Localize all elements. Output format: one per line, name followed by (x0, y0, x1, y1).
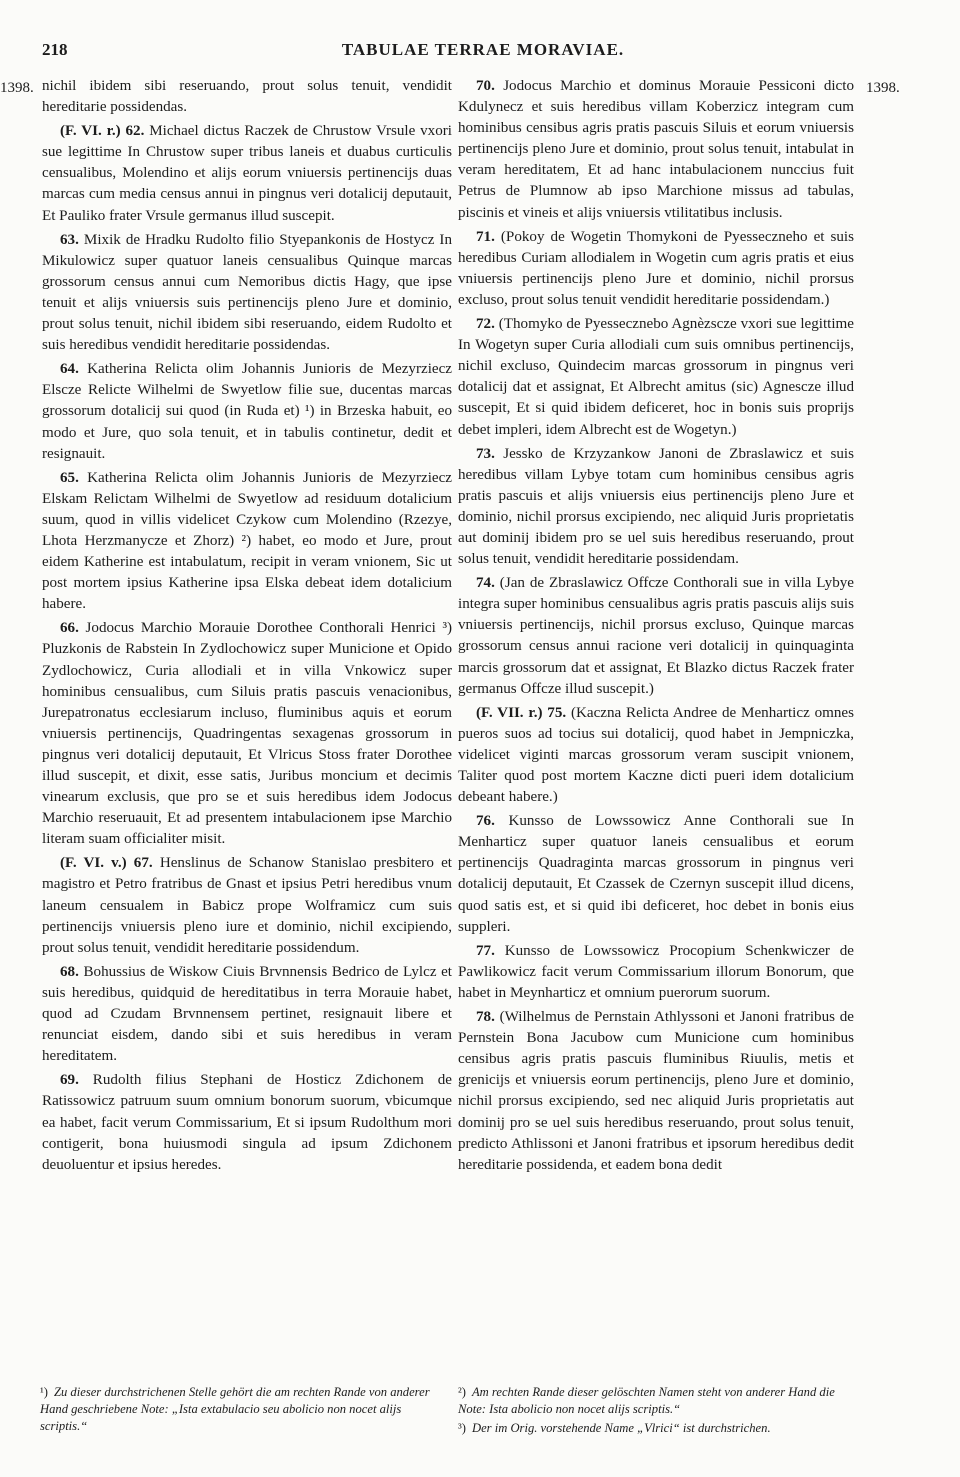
entry-paragraph (42, 468, 452, 616)
footnote-mark: ³) (458, 1421, 466, 1435)
entry-text: Henslinus de Schanow Stanislao presbitero et magistro et Petro fratribus de Gnast et ipsius Petri heredibus vnum laneum censualem in Babicz prope Wolframicz cum suis pertinencijs vniuersis pleno iure et dominio, nichil excipiendo, prout solus tenuit, vendidit hereditarie possidendum. (42, 855, 452, 956)
entry-paragraph (42, 359, 452, 464)
entry-number: 70. (476, 78, 495, 94)
footnote-text: Am rechten Rande dieser gelöschten Namen steht von anderer Hand die Note: Ista abolicio non nocet alijs scriptis.“ (458, 1385, 835, 1416)
entry-paragraph (42, 1070, 452, 1175)
entry-number: (F. VI. r.) 62. (60, 123, 145, 140)
left-column (42, 76, 452, 1179)
entry-number: 71. (476, 228, 495, 245)
entry-text: Mixik de Hradku Rudolto filio Styepankonis de Hostycz In Mikulowicz super quatuor laneis censualibus Quinque marcas grossorum census annui cum Nemoribus dictis Hagy, que ipse tenuit et alijs vniuersis suis pertinencijs pleno Jure et dominio, prout solus tenuit, nichil ibidem sibi reseruando, eidem Rudolto et suis heredibus vendidit hereditarie possidendas. (42, 231, 453, 354)
entry-number: 65. (60, 469, 79, 486)
entry-text: Jodocus Marchio Morauie Dorothee Conthorali Henrici ³) Pluzkonis de Rabstein In Zydlochowicz super Municione et Opido Zydlochowicz, Curia allodiali et in villa Vnkowicz super hominibus censualibus, cum Siluis pratis pascuis venacionibus, Jurepatronatus ecclesiarum incluso, fluminibus aquis et eorum vniuersis pertinencijs, Quadringentas sexagenas grossorum in pingnus veri dotalicij deputauit, Et Vlricus Stoss frater Dorothee illud suscepit, et dixit, esse satis, Juribus moncium et decimis vinearum exclusis, que pro se et suis heredibus idem Jodocus Marchio reseruauit, Et ad presentem intabulacionem ipse Marchio literam suam officialiter misit. (42, 620, 452, 848)
entry-number: 74. (476, 575, 495, 592)
entry-text: Bohussius de Wiskow Ciuis Brvnnensis Bedrico de Lylcz et suis heredibus, quidquid de hereditatibus in terra Morauie habet, quod ad Czudam Brvnnensem pertinet, resignauit libere et renunciat eisdem, dando sibi et suis heredibus in veram hereditatem. (42, 963, 452, 1065)
entry-text: nichil ibidem sibi reseruando, prout solus tenuit, vendidit hereditarie possidendas. (42, 78, 452, 116)
page-number: 218 (42, 40, 68, 59)
entry-text: (Kaczna Relicta Andree de Menharticz omnes pueros suos ad tocius sui dotalicij, quod habet in Jempniczka, videlicet viginti marcas grossorum veram suscipit vnionem, Taliter quod post mortem Kaczne dicti pueri idem dotalicium debeant habere.) (458, 704, 854, 806)
entry-number: 63. (60, 231, 79, 248)
margin-year-right: 1398. (866, 80, 900, 96)
entry-number: 73. (476, 445, 495, 462)
footnote (458, 1420, 860, 1437)
footnote-text: Zu dieser durchstrichenen Stelle gehört die am rechten Rande von anderer Hand geschriebene Note: „Ista extabulacio seu abolicio non nocet alijs scriptis.“ (40, 1385, 430, 1433)
entry-paragraph (42, 618, 452, 850)
footnote-mark: ¹) (40, 1385, 48, 1399)
entry-paragraph (458, 811, 854, 938)
footnote (458, 1384, 860, 1418)
entry-number: 64. (60, 361, 79, 378)
entry-paragraph (458, 227, 854, 311)
running-title: TABULAE TERRAE MORAVIAE. (341, 40, 625, 59)
right-column (458, 76, 854, 1179)
entry-text: Jessko de Krzyzankow Janoni de Zbraslawicz et suis heredibus villam Lybye totam cum hominibus censibus agris pratis pascuis et alijs vniuersis eius pertinencijs pleno Jure et dominio, nichil prorsus excipiendo, nec aliquid Juris proprietatis aut dominij ibidem pro se uel suis heredibus reseruando, prout solus tenuit, vendidit hereditarie possidendam. (458, 445, 854, 568)
entry-paragraph (458, 314, 854, 441)
entry-text: Michael dictus Raczek de Chrustow Vrsule vxori sue legittime In Chrustow super tribus laneis et duabus curticulis censualibus, Molendino et alijs eorum vniuersis pertinencijs duas marcas cum media census annui in pingnus veri dotalicij deputauit, Et Pauliko frater Vrsule germanus illud suscepit. (42, 123, 452, 224)
footnote (40, 1384, 448, 1435)
entry-paragraph (458, 76, 854, 224)
entry-paragraph (458, 573, 854, 700)
entry-number: 72. (476, 316, 495, 333)
entry-paragraph (458, 444, 854, 571)
entry-paragraph (42, 962, 452, 1067)
entry-number: 77. (476, 942, 495, 959)
footnote-text: Der im Orig. vorstehende Name „Vlrici“ ist durchstrichen. (471, 1421, 771, 1435)
footnotes-left (40, 1384, 448, 1437)
entry-text: (Thomyko de Pyessecznebo Agnèzscze vxori sue legittime In Wogetyn super Curia allodiali cum suis omnibus pertinencijs, nichil excluso, Quindecim marcas grossorum in pingnus veri dotalicij dat et assignat, Et Albrecht amitus (sic) Agnescze illud suscepit, Et si quid ibidem deficeret, hoc in bonis suis proprijs debet impleri, idem Albrecht est de Wogetyn.) (458, 316, 854, 438)
entry-text: Kunsso de Lowssowicz Anne Conthorali sue In Menharticz super quatuor laneis censualibus et eorum pertinencijs Quadraginta marcas grossorum in pingnus veri dotalicij deputauit, Et Czassek de Czernyn suscepit illud dicens, quod satis est, et si quid ibi deficeret, hoc debet in bonis eius suppleri. (458, 813, 854, 935)
entry-number: (F. VI. v.) 67. (60, 855, 153, 872)
entry-paragraph (42, 853, 452, 958)
entry-paragraph (458, 941, 854, 1004)
entry-number: 66. (60, 620, 79, 637)
entry-paragraph (458, 1007, 854, 1176)
entry-text: Katherina Relicta olim Johannis Junioris de Mezyrziecz Elscze Relicte Wilhelmi de Swyetlow filie sue, ducentas marcas grossorum dotalicij sui quod (in Ruda et) ¹) in Brzeska habuit, eo modo et Jure, quo sola tenuit, et in tabulis continetur, dedit et resignauit. (42, 361, 452, 462)
entry-paragraph (458, 703, 854, 808)
page-header (42, 40, 924, 66)
entry-number: 68. (60, 963, 79, 980)
footnote-mark: ²) (458, 1385, 466, 1399)
entry-number: 76. (476, 813, 495, 830)
entry-text: Jodocus Marchio et dominus Morauie Pessiconi dicto Kdulynecz et suis heredibus villam Koberzicz integram cum hominibus censibus agris pratis pascuis Siluis et eorum vniuersis pertinencijs pleno Jure et dominio, prout solus tenuit, intabulat in veram hereditatem, Et ad hanc intabulacionem nunccius fuit Petrus de Plumnow ab ipso Marchione missus ad tabulas, piscinis et vineis et alijs vniuersis vtilitatibus inclusis. (458, 78, 854, 221)
entry-text: Kunsso de Lowssowicz Procopium Schenkwiczer de Pawlikowicz facit verum Commissarium illorum Bonorum, que habet in Meynharticz et omnium puerorum suorum. (458, 942, 855, 1001)
entry-number: 78. (476, 1009, 495, 1026)
margin-year-left: 1398. (0, 80, 34, 96)
footnotes-right (458, 1384, 860, 1439)
entry-paragraph (42, 121, 452, 226)
entry-number: 69. (60, 1072, 79, 1089)
entry-text: Katherina Relicta olim Johannis Junioris de Mezyrziecz Elskam Relictam Wilhelmi de Swyetlow ad residuum dotalicium suum, quod in villis videlicet Czykow cum Molendino (Rzezye, Lhota Herzmanycze et Zhorz) ²) habet, eo modo et Jure, prout eidem Katherine est intabulatum, recipit in veram vnionem, Sic ut post mortem ipsius Katherine ipsa Elska debeat idem dotalicium habere. (42, 469, 452, 613)
entry-text: (Wilhelmus de Pernstain Athlyssoni et Janoni fratribus de Pernstein Bona Jacubow cum Municione cum hominibus censibus agris pratis pascuis fluminibus Riuulis, metis et grenicijs et vniuersis eorum pertinencijs, pleno Jure et dominio, nichil prorsus excipiendo, sed nec aliquid Juris proprietatis aut dominij pro se uel suis heredibus reseruando, prout solus tenuit, predicto Athlissoni et Janoni fratribus et ipsorum heredibus dedit hereditarie possidenda, et eadem bona dedit (458, 1009, 854, 1173)
entry-paragraph (42, 76, 452, 118)
entry-text: Rudolth filius Stephani de Hosticz Zdichonem de Ratissowicz patruum suum omnium bonorum suorum, vbicumque ea habet, facit verum Commissarium, Et si ipsum Rudolthum mori contigerit, bona huiusmodi singula ad ipsum Zdichonem deuoluentur et ipsius heredes. (42, 1072, 452, 1173)
entry-number: (F. VII. r.) 75. (476, 704, 567, 721)
entry-paragraph (42, 230, 452, 357)
entry-text: (Jan de Zbraslawicz Offcze Conthorali sue in villa Lybye integra super hominibus censualibus agris pratis pascuis alijs suis vniuersis pertinencijs, nichil prorsus excluso, Quinque marcas grossorum census annui racione veri dotalicij in quinquaginta marcis grossorum dat et assignat, Et Blazko dictus Raczek frater germanus Offcze illud suscepit.) (458, 575, 854, 697)
entry-text: (Pokoy de Wogetin Thomykoni de Pyesseczneho et suis heredibus Curiam allodialem in Wogetin cum agris pratis et eius vniuersis pertinencijs pleno Jure et dominio, nichil prorsus excluso, prout solus tenuit vendidit hereditarie possidendam.) (458, 228, 854, 308)
